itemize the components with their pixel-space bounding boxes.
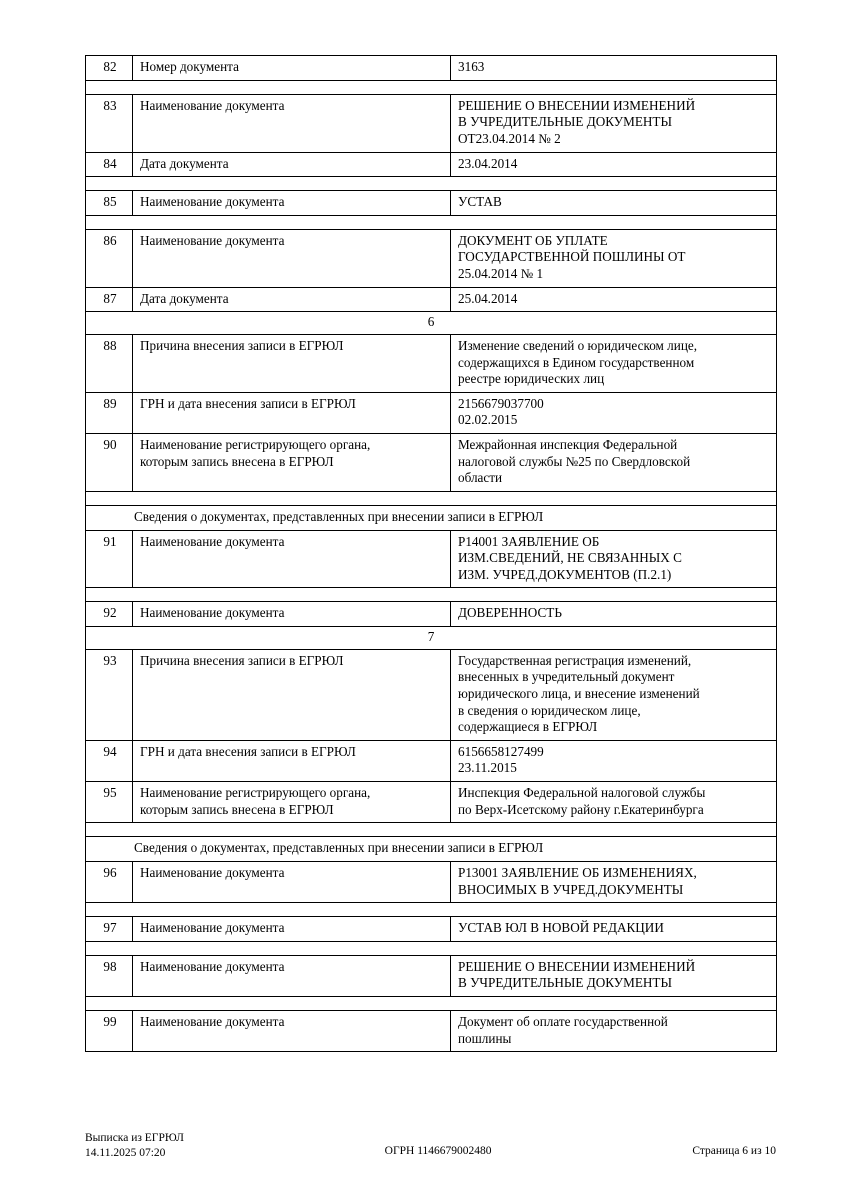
row-field-name: Наименование документа: [133, 94, 451, 152]
row-field-value: Государственная регистрация изменений, внесенных в учредительный документ юридического лица, и внесение изменений в сведения о юридическом лице, содержащиеся в ЕГРЮЛ: [451, 649, 777, 740]
subsection-header-row: [86, 505, 777, 530]
row-number: 91: [86, 530, 133, 588]
section-number: 6: [86, 312, 777, 335]
row-field-name: Номер документа: [133, 56, 451, 81]
row-field-value: РЕШЕНИЕ О ВНЕСЕНИИ ИЗМЕНЕНИЙ В УЧРЕДИТЕЛЬНЫЕ ДОКУМЕНТЫ: [451, 955, 777, 996]
row-field-value: Инспекция Федеральной налоговой службы по Верх-Исетскому району г.Екатеринбурга: [451, 782, 777, 823]
row-field-name: Причина внесения записи в ЕГРЮЛ: [133, 649, 451, 740]
row-field-value: Изменение сведений о юридическом лице, содержащихся в Едином государственном реестре юридических лиц: [451, 334, 777, 392]
row-field-value: 2156679037700 02.02.2015: [451, 392, 777, 433]
egrul-records-table: [85, 55, 777, 1052]
table-row: [86, 955, 777, 996]
table-row: [86, 434, 777, 492]
table-row: [86, 334, 777, 392]
row-number: 88: [86, 334, 133, 392]
table-row: [86, 1011, 777, 1052]
row-field-name: Наименование документа: [133, 602, 451, 627]
table-row: [86, 861, 777, 902]
row-field-name: Наименование документа: [133, 1011, 451, 1052]
row-field-name: Наименование регистрирующего органа, которым запись внесена в ЕГРЮЛ: [133, 782, 451, 823]
row-field-name: ГРН и дата внесения записи в ЕГРЮЛ: [133, 392, 451, 433]
row-field-value: Документ об оплате государственной пошлины: [451, 1011, 777, 1052]
row-field-value: УСТАВ: [451, 191, 777, 216]
spacer-cell: [86, 997, 777, 1011]
table-body: [86, 56, 777, 1052]
spacer-cell: [86, 941, 777, 955]
page-footer: [85, 1131, 776, 1162]
row-field-name: Дата документа: [133, 287, 451, 312]
table-row: [86, 56, 777, 81]
row-field-name: Наименование документа: [133, 917, 451, 942]
row-field-name: Наименование регистрирующего органа, которым запись внесена в ЕГРЮЛ: [133, 434, 451, 492]
row-field-value: Межрайонная инспекция Федеральной налоговой службы №25 по Свердловской области: [451, 434, 777, 492]
spacer-cell: [86, 823, 777, 837]
row-number: 99: [86, 1011, 133, 1052]
row-number: 95: [86, 782, 133, 823]
row-field-name: Наименование документа: [133, 530, 451, 588]
row-field-value: Р14001 ЗАЯВЛЕНИЕ ОБ ИЗМ.СВЕДЕНИЙ, НЕ СВЯЗАННЫХ С ИЗМ. УЧРЕД.ДОКУМЕНТОВ (П.2.1): [451, 530, 777, 588]
spacer-cell: [86, 903, 777, 917]
table-spacer-row: [86, 941, 777, 955]
table-row: [86, 649, 777, 740]
footer-page-number: Страница 6 из 10: [692, 1144, 776, 1157]
table-row: [86, 229, 777, 287]
table-row: [86, 152, 777, 177]
row-number: 92: [86, 602, 133, 627]
row-field-name: Наименование документа: [133, 191, 451, 216]
row-field-value: Р13001 ЗАЯВЛЕНИЕ ОБ ИЗМЕНЕНИЯХ, ВНОСИМЫХ В УЧРЕД.ДОКУМЕНТЫ: [451, 861, 777, 902]
spacer-cell: [86, 588, 777, 602]
spacer-cell: [86, 215, 777, 229]
row-number: 85: [86, 191, 133, 216]
row-number: 94: [86, 740, 133, 781]
footer-ogrn: ОГРН 1146679002480: [384, 1144, 492, 1157]
row-number: 93: [86, 649, 133, 740]
row-number: 98: [86, 955, 133, 996]
subsection-label: Сведения о документах, представленных при внесении записи в ЕГРЮЛ: [86, 505, 777, 530]
table-spacer-row: [86, 823, 777, 837]
row-number: 83: [86, 94, 133, 152]
row-field-name: Наименование документа: [133, 955, 451, 996]
table-row: [86, 740, 777, 781]
table-spacer-row: [86, 177, 777, 191]
footer-document-title: Выписка из ЕГРЮЛ: [85, 1131, 184, 1144]
table-row: [86, 392, 777, 433]
table-row: [86, 782, 777, 823]
row-number: 89: [86, 392, 133, 433]
row-number: 90: [86, 434, 133, 492]
footer-left: [85, 1131, 184, 1162]
table-row: [86, 191, 777, 216]
row-field-value: 3163: [451, 56, 777, 81]
table-spacer-row: [86, 215, 777, 229]
row-number: 97: [86, 917, 133, 942]
spacer-cell: [86, 491, 777, 505]
row-field-value: ДОКУМЕНТ ОБ УПЛАТЕ ГОСУДАРСТВЕННОЙ ПОШЛИНЫ ОТ 25.04.2014 № 1: [451, 229, 777, 287]
spacer-cell: [86, 80, 777, 94]
table-spacer-row: [86, 80, 777, 94]
section-header-row: [86, 312, 777, 335]
table-row: [86, 602, 777, 627]
table-row: [86, 287, 777, 312]
row-number: 87: [86, 287, 133, 312]
section-header-row: [86, 627, 777, 650]
table-spacer-row: [86, 903, 777, 917]
row-field-value: РЕШЕНИЕ О ВНЕСЕНИИ ИЗМЕНЕНИЙ В УЧРЕДИТЕЛЬНЫЕ ДОКУМЕНТЫ ОТ23.04.2014 № 2: [451, 94, 777, 152]
row-field-value: 25.04.2014: [451, 287, 777, 312]
row-field-name: Наименование документа: [133, 229, 451, 287]
row-number: 84: [86, 152, 133, 177]
row-number: 86: [86, 229, 133, 287]
row-field-name: Наименование документа: [133, 861, 451, 902]
table-row: [86, 530, 777, 588]
row-field-value: ДОВЕРЕННОСТЬ: [451, 602, 777, 627]
subsection-header-row: [86, 837, 777, 862]
table-spacer-row: [86, 588, 777, 602]
spacer-cell: [86, 177, 777, 191]
row-field-value: 23.04.2014: [451, 152, 777, 177]
table-row: [86, 94, 777, 152]
row-field-value: УСТАВ ЮЛ В НОВОЙ РЕДАКЦИИ: [451, 917, 777, 942]
footer-timestamp: 14.11.2025 07:20: [85, 1147, 166, 1160]
row-field-value: 6156658127499 23.11.2015: [451, 740, 777, 781]
table-spacer-row: [86, 491, 777, 505]
table-row: [86, 917, 777, 942]
subsection-label: Сведения о документах, представленных при внесении записи в ЕГРЮЛ: [86, 837, 777, 862]
row-field-name: Дата документа: [133, 152, 451, 177]
row-field-name: ГРН и дата внесения записи в ЕГРЮЛ: [133, 740, 451, 781]
row-field-name: Причина внесения записи в ЕГРЮЛ: [133, 334, 451, 392]
row-number: 96: [86, 861, 133, 902]
section-number: 7: [86, 627, 777, 650]
row-number: 82: [86, 56, 133, 81]
table-spacer-row: [86, 997, 777, 1011]
